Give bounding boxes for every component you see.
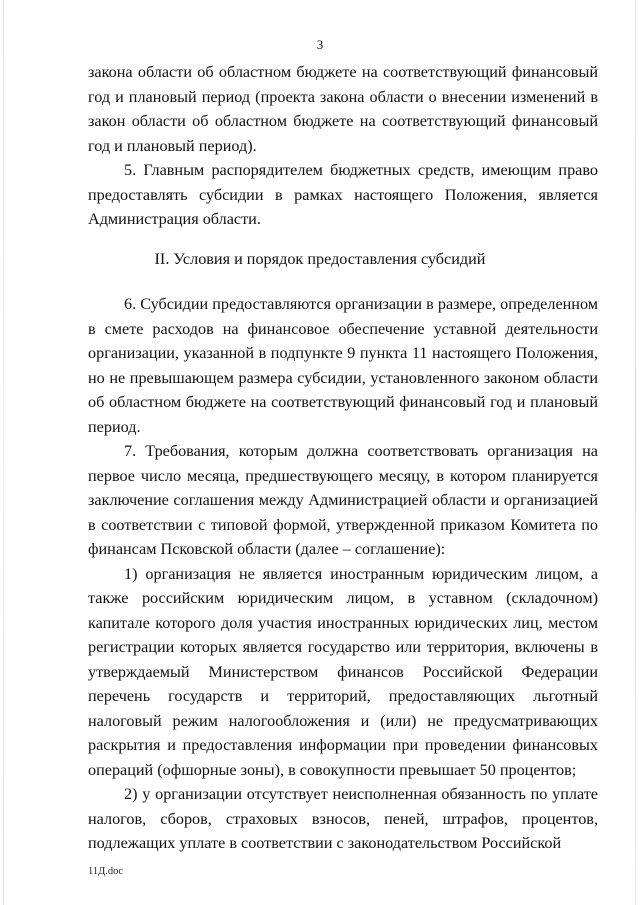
scan-edge-left [3, 0, 4, 905]
subparagraph-2: 2) у организации отсутствует неисполненная обязанность по уплате налогов, сборов, страховых взносов, пеней, штрафов, процентов, подлежащих уплате в соответствии с законодательством Российской [88, 785, 598, 852]
scan-edge-right [635, 0, 636, 905]
footer-filename: 11Д.doc [88, 866, 124, 877]
paragraph-7: 7. Требования, которым должна соответствовать организация на первое число месяца, предшествующего месяцу, в котором планируется заключение соглашения между Администрацией области и организацией в соответствии с типовой формой, утвержденной приказом Комитета по финансам Псковской области (далее – соглашение): [88, 442, 598, 558]
paragraph-continuation: закона области об областном бюджете на соответствующий финансовый год и плановый период (проекта закона области о внесении изменений в закон области об областном бюджете на соответствующий финансовый год и плановый период). [88, 63, 598, 155]
section-body [88, 292, 598, 856]
section-heading: II. Условия и порядок предоставления субсидий [154, 250, 486, 268]
paragraph-5: 5. Главным распорядителем бюджетных средств, имеющим право предоставлять субсидии в рамках настоящего Положения, является Администрация области. [88, 161, 598, 228]
intro-block [88, 60, 598, 232]
page-number: 3 [316, 37, 324, 52]
paragraph-6: 6. Субсидии предоставляются организации в размере, определенном в смете расходов на финансовое обеспечение уставной деятельности организации, указанной в подпункте 9 пункта 11 настоящего Положения, но не превышающем размера субсидии, установленного законом области об областном бюджете на соответствующий финансовый год и плановый период. [88, 295, 598, 436]
subparagraph-1: 1) организация не является иностранным юридическим лицом, а также российским юридическим лицом, в уставном (складочном) капитале которого доля участия иностранных юридических лиц, местом регистрации которых является государство или территория, включены в утверждаемый Министерством финансов Российской Федерации перечень государств и территорий, предоставляющих льготный налоговый режим налогообложения и (или) не предусматривающих раскрытия и предоставления информации при проведении финансовых операций (офшорные зоны), в совокупности превышает 50 процентов; [88, 564, 598, 779]
